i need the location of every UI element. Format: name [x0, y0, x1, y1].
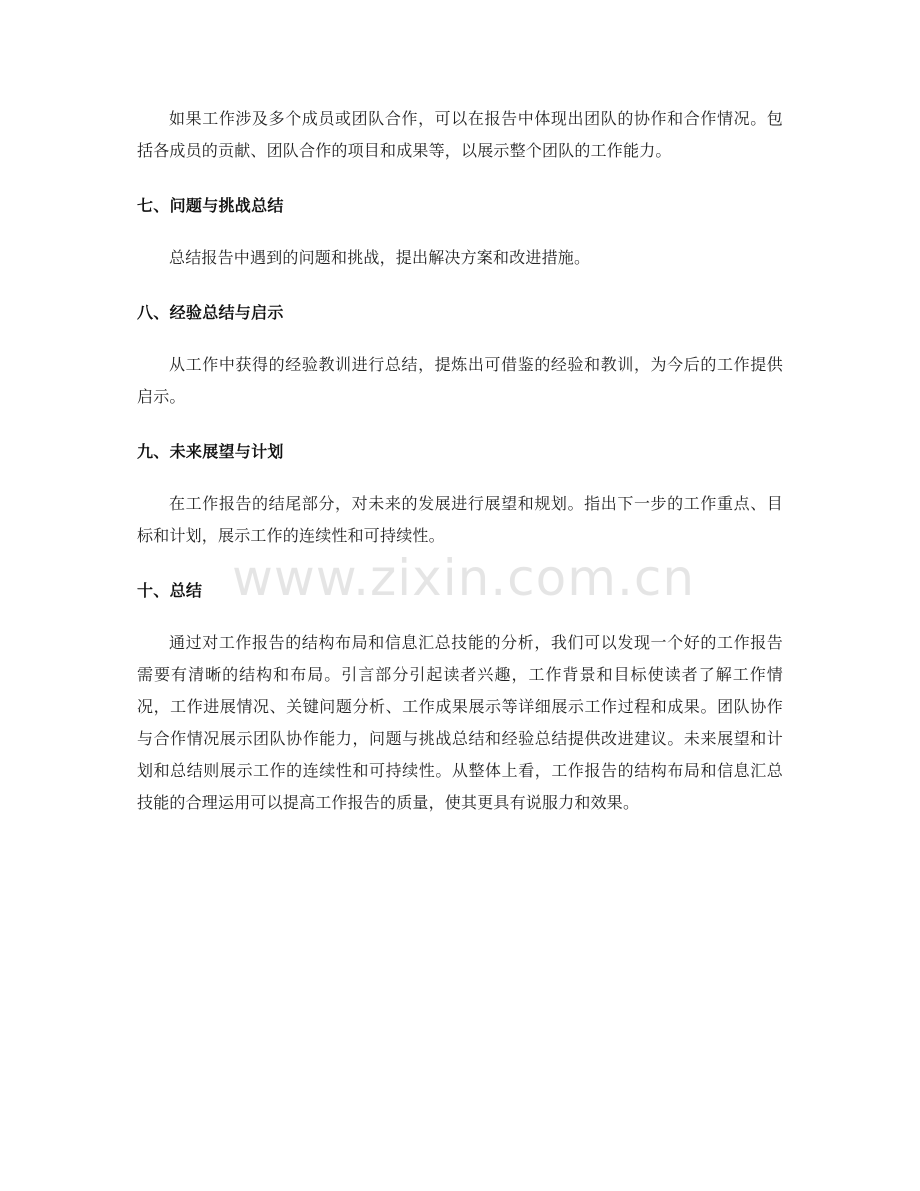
spacer — [137, 222, 783, 242]
spacer — [137, 552, 783, 575]
section-body-future-plans: 在工作报告的结尾部分，对未来的发展进行展望和规划。指出下一步的工作重点、目标和计划，展示工作的连续性和可持续性。 — [137, 494, 783, 545]
watermark-text: www.zixin.com.cn — [232, 549, 696, 607]
section-body-problems-challenges: 总结报告中遇到的问题和挑战，提出解决方案和改进措施。 — [169, 248, 591, 267]
spacer — [137, 607, 783, 627]
section-body-summary: 通过对工作报告的结构布局和信息汇总技能的分析，我们可以发现一个好的工作报告需要有清晰的结构和布局。引言部分引起读者兴趣，工作背景和目标使读者了解工作情况，工作进展情况、关键问题分析、工作成果展示等详细展示工作过程和成果。团队协作与合作情况展示团队协作能力，问题与挑战总结和经验总结提供改进建议。未来展望和计划和总结则展示工作的连续性和可持续性。从整体上看，工作报告的结构布局和信息汇总技能的合理运用可以提高工作报告的质量，使其更具有说服力和效果。 — [137, 633, 783, 812]
document-content — [137, 103, 783, 819]
spacer — [137, 329, 783, 349]
spacer — [137, 274, 783, 297]
spacer — [137, 167, 783, 190]
intro-paragraph: 如果工作涉及多个成员或团队合作，可以在报告中体现出团队的协作和合作情况。包括各成员的贡献、团队合作的项目和成果等，以展示整个团队的工作能力。 — [137, 109, 783, 160]
section-heading-problems-challenges: 七、问题与挑战总结 — [137, 196, 284, 215]
section-heading-future-plans: 九、未来展望与计划 — [137, 442, 284, 461]
spacer — [137, 468, 783, 488]
section-heading-experience-insights: 八、经验总结与启示 — [137, 303, 284, 322]
section-heading-summary: 十、总结 — [137, 581, 203, 600]
section-body-experience-insights: 从工作中获得的经验教训进行总结，提炼出可借鉴的经验和教训，为今后的工作提供启示。 — [137, 355, 783, 406]
spacer — [137, 413, 783, 436]
